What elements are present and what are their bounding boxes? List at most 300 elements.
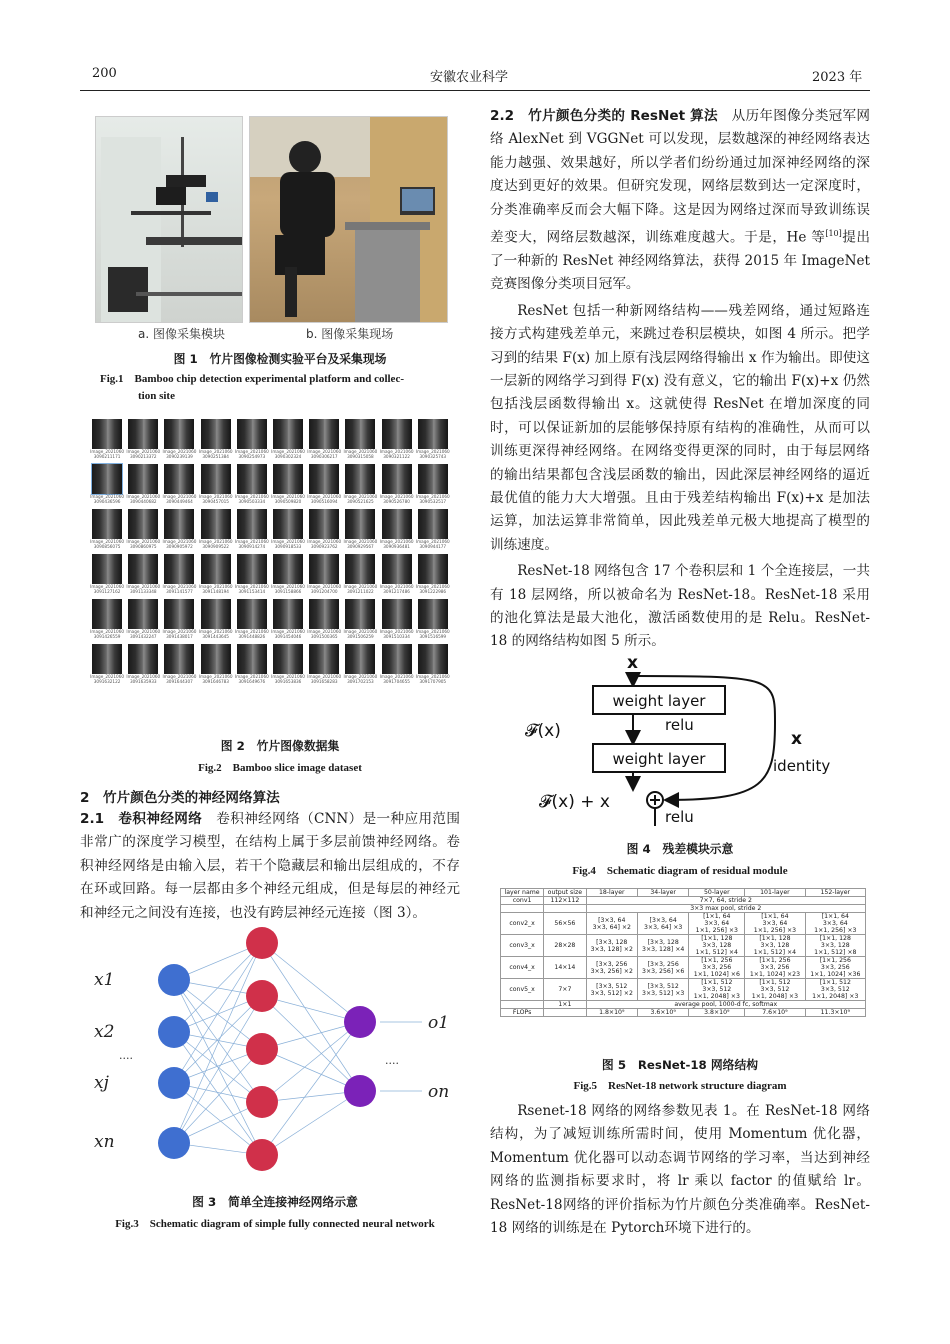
dataset-thumbnail bbox=[415, 509, 450, 551]
bamboo-slice-image bbox=[418, 509, 448, 539]
thumbnail-filename: Image_2021060 3091506259 bbox=[343, 629, 378, 639]
bamboo-slice-image bbox=[164, 554, 194, 584]
dataset-thumbnail bbox=[162, 419, 197, 461]
dataset-thumbnail bbox=[198, 419, 233, 461]
thumbnail-filename: Image_2021060 3090944177 bbox=[415, 539, 450, 549]
output-label-1: o1 bbox=[428, 1013, 450, 1033]
input-label-j: xj bbox=[94, 1073, 109, 1093]
hidden-neuron bbox=[246, 1033, 278, 1065]
thumbnail-filename: Image_2021060 3090251384 bbox=[198, 449, 233, 459]
journal-name: 安徽农业科学 bbox=[430, 70, 509, 85]
bamboo-slice-image bbox=[201, 509, 231, 539]
dataset-thumbnail bbox=[90, 644, 125, 686]
table-cell: [1×1, 512 3×3, 512 1×1, 2048] ×3 bbox=[689, 979, 745, 1001]
thumbnail-filename: Image_2021060 3090521625 bbox=[343, 494, 378, 504]
table-cell: [1×1, 64 3×3, 64 1×1, 256] ×3 bbox=[689, 913, 745, 935]
dataset-thumbnail bbox=[162, 599, 197, 641]
dataset-thumbnail bbox=[415, 554, 450, 596]
table-row bbox=[501, 957, 866, 979]
bamboo-slice-image bbox=[273, 464, 303, 494]
thumbnail-filename: Image_2021060 3090918533 bbox=[271, 539, 305, 549]
input-neuron bbox=[158, 964, 190, 996]
dataset-thumbnail bbox=[343, 554, 378, 596]
table-row bbox=[501, 935, 866, 957]
table-cell: FLOPs bbox=[501, 1009, 544, 1017]
thumbnail-filename: Image_2021060 3091141577 bbox=[162, 584, 197, 594]
bamboo-slice-image bbox=[92, 509, 122, 539]
bamboo-slice-image bbox=[201, 554, 231, 584]
table-cell bbox=[501, 905, 544, 913]
thumbnail-filename: Image_2021060 3091632122 bbox=[90, 674, 125, 684]
bamboo-slice-image bbox=[345, 554, 375, 584]
hidden-neuron bbox=[246, 980, 278, 1012]
input-ellipsis: ···· bbox=[119, 1052, 133, 1065]
dataset-thumbnail bbox=[126, 509, 161, 551]
dataset-thumbnail bbox=[90, 419, 125, 461]
thumbnail-filename: Image_2021060 3090936481 bbox=[379, 539, 414, 549]
dataset-thumbnail bbox=[198, 509, 233, 551]
fig4-residual-block bbox=[525, 648, 855, 830]
dataset-thumbnail bbox=[307, 554, 342, 596]
bamboo-slice-image bbox=[164, 644, 194, 674]
bamboo-slice-image bbox=[309, 419, 339, 449]
table-header-cell: 18-layer bbox=[586, 889, 637, 897]
table-cell: 1×1 bbox=[544, 1001, 586, 1009]
thumbnail-filename: Image_2021060 3090254973 bbox=[234, 449, 269, 459]
bamboo-slice-image bbox=[201, 644, 231, 674]
table-header-cell: 34-layer bbox=[637, 889, 688, 897]
fig1-caption-en-line1: Fig.1 Bamboo chip detection experimental platform and collec- bbox=[100, 373, 404, 385]
bamboo-slice-image bbox=[273, 554, 303, 584]
dataset-thumbnail bbox=[379, 599, 414, 641]
table-cell: [3×3, 64 3×3, 64] ×3 bbox=[637, 913, 688, 935]
bamboo-slice-image bbox=[382, 644, 412, 674]
table-header-cell: output size bbox=[544, 889, 586, 897]
bamboo-slice-image bbox=[382, 554, 412, 584]
dataset-thumbnail bbox=[126, 554, 161, 596]
dataset-thumbnail bbox=[126, 599, 161, 641]
table-cell: [3×3, 256 3×3, 256] ×2 bbox=[586, 957, 637, 979]
bamboo-slice-image bbox=[92, 554, 122, 584]
bamboo-slice-image bbox=[345, 509, 375, 539]
bamboo-slice-image bbox=[418, 644, 448, 674]
dataset-thumbnail bbox=[234, 644, 269, 686]
dataset-thumbnail bbox=[90, 554, 125, 596]
thumbnail-filename: Image_2021060 3090860975 bbox=[126, 539, 161, 549]
table-cell: conv1 bbox=[501, 897, 544, 905]
dataset-thumbnail bbox=[126, 464, 161, 506]
bamboo-slice-image bbox=[273, 509, 303, 539]
sum-label: 𝓕(x) + x bbox=[539, 792, 610, 812]
dataset-thumbnail bbox=[379, 419, 414, 461]
thumbnail-filename: Image_2021060 3090302324 bbox=[271, 449, 305, 459]
thumbnail-filename: Image_2021060 3090532517 bbox=[415, 494, 450, 504]
thumbnail-filename: Image_2021060 3091426559 bbox=[90, 629, 125, 639]
dataset-thumbnail bbox=[307, 464, 342, 506]
table-cell: [1×1, 128 3×3, 128 1×1, 512] ×8 bbox=[805, 935, 865, 957]
input-neuron bbox=[158, 1016, 190, 1048]
bamboo-slice-image bbox=[201, 419, 231, 449]
dataset-thumbnail bbox=[415, 644, 450, 686]
dataset-thumbnail bbox=[234, 554, 269, 596]
fig5-caption-en: Fig.5 ResNet-18 network structure diagram bbox=[573, 1080, 787, 1092]
thumbnail-filename: Image_2021060 3091153414 bbox=[234, 584, 269, 594]
fig1-caption-en-line2: tion site bbox=[138, 390, 175, 402]
thumbnail-filename: Image_2021060 3090315058 bbox=[343, 449, 378, 459]
fig2-dataset-grid bbox=[92, 419, 448, 686]
thumbnail-filename: Image_2021060 3090321122 bbox=[379, 449, 414, 459]
thumbnail-filename: Image_2021060 3091635933 bbox=[126, 674, 161, 684]
table-header-cell: 50-layer bbox=[689, 889, 745, 897]
dataset-thumbnail bbox=[343, 509, 378, 551]
thumbnail-filename: Image_2021060 3090503334 bbox=[234, 494, 269, 504]
bamboo-slice-image bbox=[128, 599, 158, 629]
dataset-thumbnail bbox=[379, 509, 414, 551]
thumbnail-filename: Image_2021060 3090306217 bbox=[307, 449, 342, 459]
dataset-thumbnail bbox=[198, 554, 233, 596]
dataset-thumbnail bbox=[379, 644, 414, 686]
identity-label: identity bbox=[773, 757, 831, 775]
bamboo-slice-image bbox=[418, 599, 448, 629]
thumbnail-filename: Image_2021060 3091432247 bbox=[126, 629, 161, 639]
table-cell bbox=[501, 1001, 544, 1009]
thumbnail-filename: Image_2021060 3091148194 bbox=[198, 584, 233, 594]
table-cell: 3.8×10⁹ bbox=[689, 1009, 745, 1017]
bamboo-slice-image bbox=[164, 599, 194, 629]
table-row bbox=[501, 913, 866, 935]
fig5-caption-cn: 图 5 ResNet-18 网络结构 bbox=[601, 1058, 759, 1072]
relu-2-label: relu bbox=[665, 808, 694, 826]
fig1-caption-cn: 图 1 竹片图像检测实验平台及采集现场 bbox=[173, 352, 387, 366]
bamboo-slice-image bbox=[164, 419, 194, 449]
thumbnail-filename: Image_2021060 3091448826 bbox=[234, 629, 269, 639]
dataset-thumbnail bbox=[234, 509, 269, 551]
thumbnail-filename: Image_2021060 3091704655 bbox=[379, 674, 414, 684]
dataset-thumbnail bbox=[234, 419, 269, 461]
thumbnail-filename: Image_2021060 3090211171 bbox=[90, 449, 125, 459]
thumbnail-filename: Image_2021060 3090440682 bbox=[126, 494, 161, 504]
table-cell: 3×3 max pool, stride 2 bbox=[586, 905, 865, 913]
bamboo-slice-image bbox=[237, 419, 267, 449]
thumbnail-filename: Image_2021060 3091658283 bbox=[307, 674, 342, 684]
thumbnail-filename: Image_2021060 3090213372 bbox=[126, 449, 161, 459]
fig4-caption-en: Fig.4 Schematic diagram of residual module bbox=[572, 865, 788, 877]
table-cell: average pool, 1000-d fc, softmax bbox=[586, 1001, 865, 1009]
section-2-2-p4: Rsenet-18 网络的网络参数见表 1。在 ResNet-18 网络结构，为了减短训练所需时间，使用 Momentum 优化器，Momentum 优化器可以动态调节网络的学习率，当达到神经网络的监测指标要求时，将 lr 乘以 factor 的值赋给 lr。ResNet-18网络的评价指标为竹片颜色分类准确率。ResNet-18 网络的训练是在 Pytorch环境下进行的。 bbox=[490, 1103, 870, 1237]
bamboo-slice-image bbox=[92, 599, 122, 629]
table-header-cell: 101-layer bbox=[745, 889, 805, 897]
relu-1-label: relu bbox=[665, 716, 694, 734]
table-cell: [1×1, 64 3×3, 64 1×1, 256] ×3 bbox=[805, 913, 865, 935]
input-label-1: x1 bbox=[94, 970, 115, 990]
dataset-thumbnail bbox=[415, 419, 450, 461]
bamboo-slice-image bbox=[164, 464, 194, 494]
dataset-thumbnail bbox=[307, 599, 342, 641]
thumbnail-filename: Image_2021060 3090856075 bbox=[90, 539, 125, 549]
dataset-thumbnail bbox=[90, 599, 125, 641]
bamboo-slice-image bbox=[309, 644, 339, 674]
bamboo-slice-image bbox=[92, 419, 122, 449]
thumbnail-filename: Image_2021060 3091653836 bbox=[271, 674, 305, 684]
thumbnail-filename: Image_2021060 3091158866 bbox=[271, 584, 305, 594]
table-cell: [1×1, 128 3×3, 128 1×1, 512] ×4 bbox=[745, 935, 805, 957]
output-label-n: on bbox=[428, 1082, 450, 1102]
fig4-x-top: x bbox=[627, 653, 638, 673]
output-neuron bbox=[344, 1075, 376, 1107]
section-2-2-p3: ResNet-18 网络包含 17 个卷积层和 1 个全连接层，一共有 18 层网络，所以被命名为 ResNet-18。ResNet-18 采用的池化算法是最大池化，激活函数使用的是 Relu。ResNet-18 的网络结构如图 5 所示。 bbox=[490, 563, 870, 650]
photo-acquisition-site bbox=[249, 116, 448, 323]
dataset-thumbnail bbox=[162, 554, 197, 596]
table-row bbox=[501, 905, 866, 913]
table-row bbox=[501, 889, 866, 897]
dataset-thumbnail bbox=[273, 644, 303, 686]
section-2-1 bbox=[80, 808, 460, 925]
thumbnail-filename: Image_2021060 3090325743 bbox=[415, 449, 450, 459]
output-ellipsis: ···· bbox=[385, 1057, 399, 1070]
fig1-sublabel-a: a. 图像采集模块 bbox=[138, 327, 225, 341]
table-cell: 112×112 bbox=[544, 897, 586, 905]
bamboo-slice-image bbox=[418, 464, 448, 494]
dataset-thumbnail bbox=[273, 464, 303, 506]
bamboo-slice-image bbox=[345, 599, 375, 629]
section-2-title: 2 竹片颜色分类的神经网络算法 bbox=[80, 790, 280, 806]
fig5-resnet-table bbox=[500, 888, 866, 1017]
dataset-thumbnail bbox=[234, 464, 269, 506]
thumbnail-filename: Image_2021060 3091644307 bbox=[162, 674, 197, 684]
table-cell: 28×28 bbox=[544, 935, 586, 957]
section-2-2-p1-tail: 提出了一种新的 ResNet 神经网络算法，获得 2015 年 ImageNet 竞赛图像分类项目冠军。 bbox=[490, 229, 870, 293]
bamboo-slice-image bbox=[418, 554, 448, 584]
dataset-thumbnail bbox=[273, 419, 303, 461]
table-cell: conv5_x bbox=[501, 979, 544, 1001]
bamboo-slice-image bbox=[382, 509, 412, 539]
thumbnail-filename: Image_2021060 3091438017 bbox=[162, 629, 197, 639]
table-cell: [1×1, 128 3×3, 128 1×1, 512] ×4 bbox=[689, 935, 745, 957]
fig1-sublabel-b: b. 图像采集现场 bbox=[306, 327, 394, 341]
table-cell: [3×3, 512 3×3, 512] ×3 bbox=[637, 979, 688, 1001]
dataset-thumbnail bbox=[273, 509, 303, 551]
dataset-thumbnail bbox=[198, 644, 233, 686]
dataset-thumbnail bbox=[162, 644, 197, 686]
thumbnail-filename: Image_2021060 3090929567 bbox=[343, 539, 378, 549]
bamboo-slice-image bbox=[92, 644, 122, 674]
table-cell bbox=[544, 1009, 586, 1017]
thumbnail-filename: Image_2021060 3090923762 bbox=[307, 539, 342, 549]
dataset-thumbnail bbox=[379, 464, 414, 506]
table-cell: 1.8×10⁹ bbox=[586, 1009, 637, 1017]
dataset-thumbnail bbox=[307, 509, 342, 551]
thumbnail-filename: Image_2021060 3091707905 bbox=[415, 674, 450, 684]
thumbnail-filename: Image_2021060 3090509820 bbox=[271, 494, 305, 504]
bamboo-slice-image bbox=[237, 509, 267, 539]
bamboo-slice-image bbox=[237, 644, 267, 674]
thumbnail-filename: Image_2021060 3090516094 bbox=[307, 494, 342, 504]
dataset-thumbnail bbox=[234, 599, 269, 641]
bamboo-slice-image bbox=[382, 464, 412, 494]
dataset-thumbnail bbox=[343, 599, 378, 641]
section-2-2-p1: 从历年图像分类冠军网络 AlexNet 到 VGGNet 可以发现，层数越深的神经网络表达能力越强、效果越好，所以学者们纷纷通过加深神经网络的深度达到更好的效果。但研究发现，网络层数到达一定深度时，分类准确率反而会大幅下降。这是因为网络过深而导致训练误差变大，网络层数越深，训练难度越大。于是，He 等 bbox=[490, 108, 870, 246]
bamboo-slice-image bbox=[237, 599, 267, 629]
table-cell: [3×3, 512 3×3, 512] ×2 bbox=[586, 979, 637, 1001]
thumbnail-filename: Image_2021060 3090436596 bbox=[90, 494, 125, 504]
table-cell: 7.6×10⁹ bbox=[745, 1009, 805, 1017]
fig2-caption-en: Fig.2 Bamboo slice image dataset bbox=[198, 762, 362, 774]
bamboo-slice-image bbox=[418, 419, 448, 449]
fig3-caption-en: Fig.3 Schematic diagram of simple fully connected neural network bbox=[115, 1218, 435, 1230]
table-row bbox=[501, 897, 866, 905]
thumbnail-filename: Image_2021060 3091649676 bbox=[234, 674, 269, 684]
dataset-thumbnail bbox=[126, 644, 161, 686]
dataset-thumbnail bbox=[162, 464, 197, 506]
table-cell: 14×14 bbox=[544, 957, 586, 979]
table-cell: [3×3, 128 3×3, 128] ×4 bbox=[637, 935, 688, 957]
table-row bbox=[501, 1009, 866, 1017]
table-cell: [1×1, 256 3×3, 256 1×1, 1024] ×23 bbox=[745, 957, 805, 979]
table-header-cell: 152-layer bbox=[805, 889, 865, 897]
section-2-2-p2: ResNet 包括一种新网络结构——残差网络，通过短路连接方式构建残差单元，来跳过卷积层模块，如图 4 所示。把学习到的结果 F(x) 加上原有浅层网络得输出 x 作为输出。即使这一层新的网络学习到得 F(x) 没有意义，它的输出 F(x)+x 仍然包括浅层函数得输出 x。这就使得 ResNet 在增加深度的同时，可以保证新加的层能够保持原有结构的准确性，从而可以训练更深得神经网络。在网络变得更深的同时，由于每层网络的输出结果都包含浅层函数的输出，因此深层神经网络的逼近最优值的能力大大增强。且由于残差结构输出 F(x)+x 是加法运算，加法运算非常简单，因此残差单元极大地提高了模型的训练速度。 bbox=[490, 302, 870, 553]
thumbnail-filename: Image_2021060 3091133348 bbox=[126, 584, 161, 594]
section-2-2-p4-block bbox=[490, 1100, 870, 1240]
bamboo-slice-image bbox=[237, 554, 267, 584]
bamboo-slice-image bbox=[273, 599, 303, 629]
page-number: 200 bbox=[92, 66, 117, 81]
thumbnail-filename: Image_2021060 3091516599 bbox=[415, 629, 450, 639]
identity-x-label: x bbox=[791, 729, 802, 749]
bamboo-slice-image bbox=[128, 419, 158, 449]
bamboo-slice-image bbox=[382, 599, 412, 629]
dataset-thumbnail bbox=[415, 599, 450, 641]
input-neuron bbox=[158, 1127, 190, 1159]
table-cell: [3×3, 256 3×3, 256] ×6 bbox=[637, 957, 688, 979]
input-label-2: x2 bbox=[94, 1022, 115, 1042]
bamboo-slice-image bbox=[382, 419, 412, 449]
thumbnail-filename: Image_2021060 3091204700 bbox=[307, 584, 342, 594]
table-cell bbox=[544, 905, 586, 913]
bamboo-slice-image bbox=[92, 464, 122, 494]
thumbnail-filename: Image_2021060 3090905972 bbox=[162, 539, 197, 549]
thumbnail-filename: Image_2021060 3091127162 bbox=[90, 584, 125, 594]
table-cell: [1×1, 256 3×3, 256 1×1, 1024] ×6 bbox=[689, 957, 745, 979]
bamboo-slice-image bbox=[128, 644, 158, 674]
header-rule bbox=[80, 90, 870, 91]
thumbnail-filename: Image_2021060 3090909522 bbox=[198, 539, 233, 549]
photo-acquisition-module bbox=[95, 116, 243, 323]
dataset-thumbnail bbox=[90, 509, 125, 551]
table-cell: [1×1, 64 3×3, 64 1×1, 256] ×3 bbox=[745, 913, 805, 935]
hidden-neuron bbox=[246, 1139, 278, 1171]
bamboo-slice-image bbox=[128, 464, 158, 494]
table-cell: [3×3, 64 3×3, 64] ×2 bbox=[586, 913, 637, 935]
thumbnail-filename: Image_2021060 3091510334 bbox=[379, 629, 414, 639]
fig2-caption-cn: 图 2 竹片图像数据集 bbox=[220, 739, 340, 753]
bamboo-slice-image bbox=[309, 554, 339, 584]
bamboo-slice-image bbox=[345, 464, 375, 494]
section-2-2-title: 2.2 竹片颜色分类的 ResNet 算法 bbox=[490, 108, 718, 124]
table-cell: 11.3×10⁹ bbox=[805, 1009, 865, 1017]
dataset-thumbnail bbox=[198, 599, 233, 641]
bamboo-slice-image bbox=[345, 419, 375, 449]
table-row bbox=[501, 1001, 866, 1009]
table-cell: 3.6×10⁹ bbox=[637, 1009, 688, 1017]
table-cell: [1×1, 256 3×3, 256 1×1, 1024] ×36 bbox=[805, 957, 865, 979]
table-cell: 7×7, 64, stride 2 bbox=[586, 897, 865, 905]
thumbnail-filename: Image_2021060 3091222986 bbox=[415, 584, 450, 594]
fig4-caption-cn: 图 4 残差模块示意 bbox=[626, 842, 734, 856]
citation-ref: [10] bbox=[825, 229, 842, 239]
fx-label: 𝓕(x) bbox=[525, 721, 561, 741]
thumbnail-filename: Image_2021060 3091211022 bbox=[343, 584, 378, 594]
thumbnail-filename: Image_2021060 3091217486 bbox=[379, 584, 414, 594]
bamboo-slice-image bbox=[164, 509, 194, 539]
bamboo-slice-image bbox=[201, 599, 231, 629]
bamboo-slice-image bbox=[128, 509, 158, 539]
dataset-thumbnail bbox=[343, 419, 378, 461]
connection-edge bbox=[174, 943, 262, 1083]
table-cell: 56×56 bbox=[544, 913, 586, 935]
year: 2023 年 bbox=[812, 70, 863, 85]
thumbnail-filename: Image_2021060 3091646783 bbox=[198, 674, 233, 684]
table-cell: [3×3, 128 3×3, 128] ×2 bbox=[586, 935, 637, 957]
input-neuron bbox=[158, 1067, 190, 1099]
fig3-caption-cn: 图 3 简单全连接神经网络示意 bbox=[192, 1195, 358, 1209]
table-cell: conv2_x bbox=[501, 913, 544, 935]
table-header-cell: layer name bbox=[501, 889, 544, 897]
section-2-1-title: 2.1 卷积神经网络 bbox=[80, 811, 203, 827]
table-row bbox=[501, 979, 866, 1001]
hidden-neuron bbox=[246, 1086, 278, 1118]
dataset-thumbnail bbox=[273, 599, 303, 641]
table-cell: [1×1, 512 3×3, 512 1×1, 2048] ×3 bbox=[745, 979, 805, 1001]
dataset-thumbnail bbox=[415, 464, 450, 506]
bamboo-slice-image bbox=[345, 644, 375, 674]
thumbnail-filename: Image_2021060 3090526780 bbox=[379, 494, 414, 504]
table-cell: conv4_x bbox=[501, 957, 544, 979]
dataset-thumbnail bbox=[307, 644, 342, 686]
dataset-thumbnail bbox=[343, 464, 378, 506]
section-2-1-text: 卷积神经网络（CNN）是一种应用范围非常广的深度学习模型，在结构上属于多层前馈神经网络。卷积神经网络是由输入层，若干个隐藏层和输出层组成的，不存在环或回路。每一层都由多个神经元组成，但是每层的神经元和神经元之间没有连接，也没有跨层神经元连接（图 3）。 bbox=[80, 811, 460, 921]
bamboo-slice-image bbox=[309, 464, 339, 494]
thumbnail-filename: Image_2021060 3090914274 bbox=[234, 539, 269, 549]
thumbnail-filename: Image_2021060 3091500365 bbox=[307, 629, 342, 639]
input-label-n: xn bbox=[94, 1132, 115, 1152]
section-2-2 bbox=[490, 105, 870, 654]
thumbnail-filename: Image_2021060 3090449464 bbox=[162, 494, 197, 504]
dataset-thumbnail bbox=[90, 464, 125, 506]
bamboo-slice-image bbox=[309, 599, 339, 629]
table-cell: conv3_x bbox=[501, 935, 544, 957]
dataset-thumbnail bbox=[126, 419, 161, 461]
dataset-thumbnail bbox=[273, 554, 303, 596]
output-neuron bbox=[344, 1006, 376, 1038]
thumbnail-filename: Image_2021060 3091454046 bbox=[271, 629, 305, 639]
thumbnail-filename: Image_2021060 3090239139 bbox=[162, 449, 197, 459]
dataset-thumbnail bbox=[343, 644, 378, 686]
table-cell: 7×7 bbox=[544, 979, 586, 1001]
table-cell: [1×1, 512 3×3, 512 1×1, 2048] ×3 bbox=[805, 979, 865, 1001]
bamboo-slice-image bbox=[128, 554, 158, 584]
fig3-neural-network bbox=[92, 925, 462, 1190]
bamboo-slice-image bbox=[237, 464, 267, 494]
bamboo-slice-image bbox=[273, 419, 303, 449]
bamboo-slice-image bbox=[309, 509, 339, 539]
thumbnail-filename: Image_2021060 3090457015 bbox=[198, 494, 233, 504]
bamboo-slice-image bbox=[201, 464, 231, 494]
bamboo-slice-image bbox=[273, 644, 303, 674]
dataset-thumbnail bbox=[162, 509, 197, 551]
thumbnail-filename: Image_2021060 3091702153 bbox=[343, 674, 378, 684]
thumbnail-filename: Image_2021060 3091443645 bbox=[198, 629, 233, 639]
dataset-thumbnail bbox=[379, 554, 414, 596]
